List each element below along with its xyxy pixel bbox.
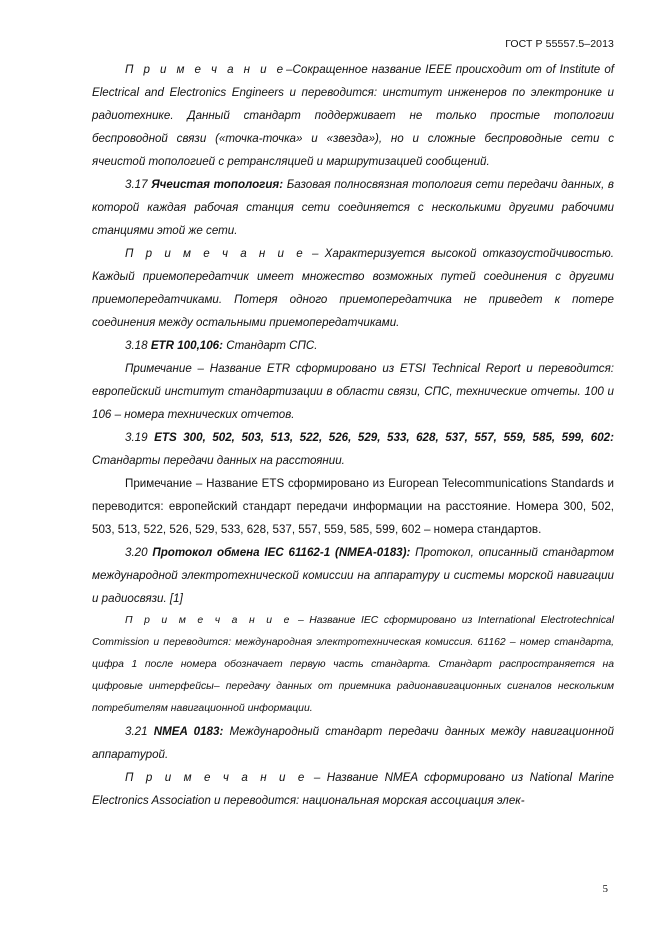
definition-text: Стандарты передачи данных на расстоянии.: [92, 454, 345, 467]
note-label: Примечание: [125, 362, 192, 375]
note-text: – Название ETS сформировано из European Telecommunications Standards и переводится: европейский стандарт передачи информации на расстояние. Номера 300, 502, 503, 513, 522, 526, 529, 533, 628, 537, 557, 559, 585, 599, 602 – номера стандартов.: [92, 477, 614, 536]
note-nmea: [92, 766, 614, 812]
clause-number: 3.20: [125, 546, 148, 559]
clause-number: 3.19: [125, 431, 148, 444]
definition-3-19: [92, 426, 614, 472]
note-label: П р и м е ч а н и е: [125, 247, 306, 260]
note-text: –Сокращенное название IEEE происходит от of Institute of Electrical and Electronics Engineers и переводится: институт инженеров по электронике и радиотехнике. Данный стандарт поддерживает не только простые топологии беспроводной связи («точка-точка» и «звезда»), но и сложные беспроводные сети с ячеистой топологией с ретрансляцией и маршрутизацией сообщений.: [92, 63, 614, 168]
note-text: – Название NMEA сформировано из National Marine Electronics Association и переводится: национальная морская ассоциация элек-: [92, 771, 614, 807]
note-label: П р и м е ч а н и е: [125, 771, 308, 784]
note-label: П р и м е ч а н и е: [125, 63, 287, 76]
definition-3-18: [92, 334, 614, 357]
term: ETR 100,106:: [150, 339, 223, 352]
definition-3-21: [92, 720, 614, 766]
note-text: – Название ETR сформировано из ETSI Technical Report и переводится: европейский институт стандартизации в области связи, СПС, технические отчеты. 100 и 106 – номера технических отчетов.: [92, 362, 614, 421]
definition-3-20: [92, 541, 614, 610]
note-text: – Название IEC сформировано из International Electrotechnical Commission и переводится: международная электротехническая комиссия. 61162 – номер стандарта, цифра 1 после номера обозначает первую часть стандарта. Стандарт распространяется на цифровые интерфейсы– передачу данных от приемника радионавигационных сигналов нескольким потребителям навигационной информации.: [92, 615, 614, 714]
document-header: ГОСТ Р 55557.5–2013: [505, 38, 614, 50]
term: Протокол обмена IEC 61162-1 (NMEA-0183):: [152, 546, 411, 559]
note-etr: [92, 357, 614, 426]
term: Ячеистая топология:: [151, 178, 284, 191]
definition-text: Базовая полносвязная топология сети передачи данных, в которой каждая рабочая станция сети соединяется с несколькими другими рабочими станциями этой же сети.: [92, 178, 614, 237]
definition-text: Протокол, описанный стандартом международной электротехнической комиссии на аппаратуру и системы морской навигации и радиосвязи. [1]: [92, 546, 614, 605]
definition-text: Стандарт СПС.: [223, 339, 318, 352]
term: ETS 300, 502, 503, 513, 522, 526, 529, 533, 628, 537, 557, 559, 585, 599, 602:: [154, 431, 614, 444]
page-number: 5: [602, 883, 608, 895]
note-iec: [92, 610, 614, 720]
clause-number: 3.17: [125, 178, 148, 191]
clause-number: 3.18: [125, 339, 148, 352]
note-label: П р и м е ч а н и е: [125, 615, 293, 626]
note-ieee: [92, 58, 614, 173]
clause-number: 3.21: [125, 725, 148, 738]
note-label: Примечание: [125, 477, 193, 490]
definition-text: Международный стандарт передачи данных между навигационной аппаратурой.: [92, 725, 614, 761]
page-body: [92, 58, 614, 812]
note-text: – Характеризуется высокой отказоустойчивостью. Каждый приемопередатчик имеет множество возможных путей соединения с другими приемопередатчиками. Потеря одного приемопередатчика не приведет к потере соединения между остальными приемопередатчиками.: [92, 247, 614, 329]
note-ets: [92, 472, 614, 541]
definition-3-17: [92, 173, 614, 242]
note-mesh: [92, 242, 614, 334]
term: NMEA 0183:: [153, 725, 224, 738]
